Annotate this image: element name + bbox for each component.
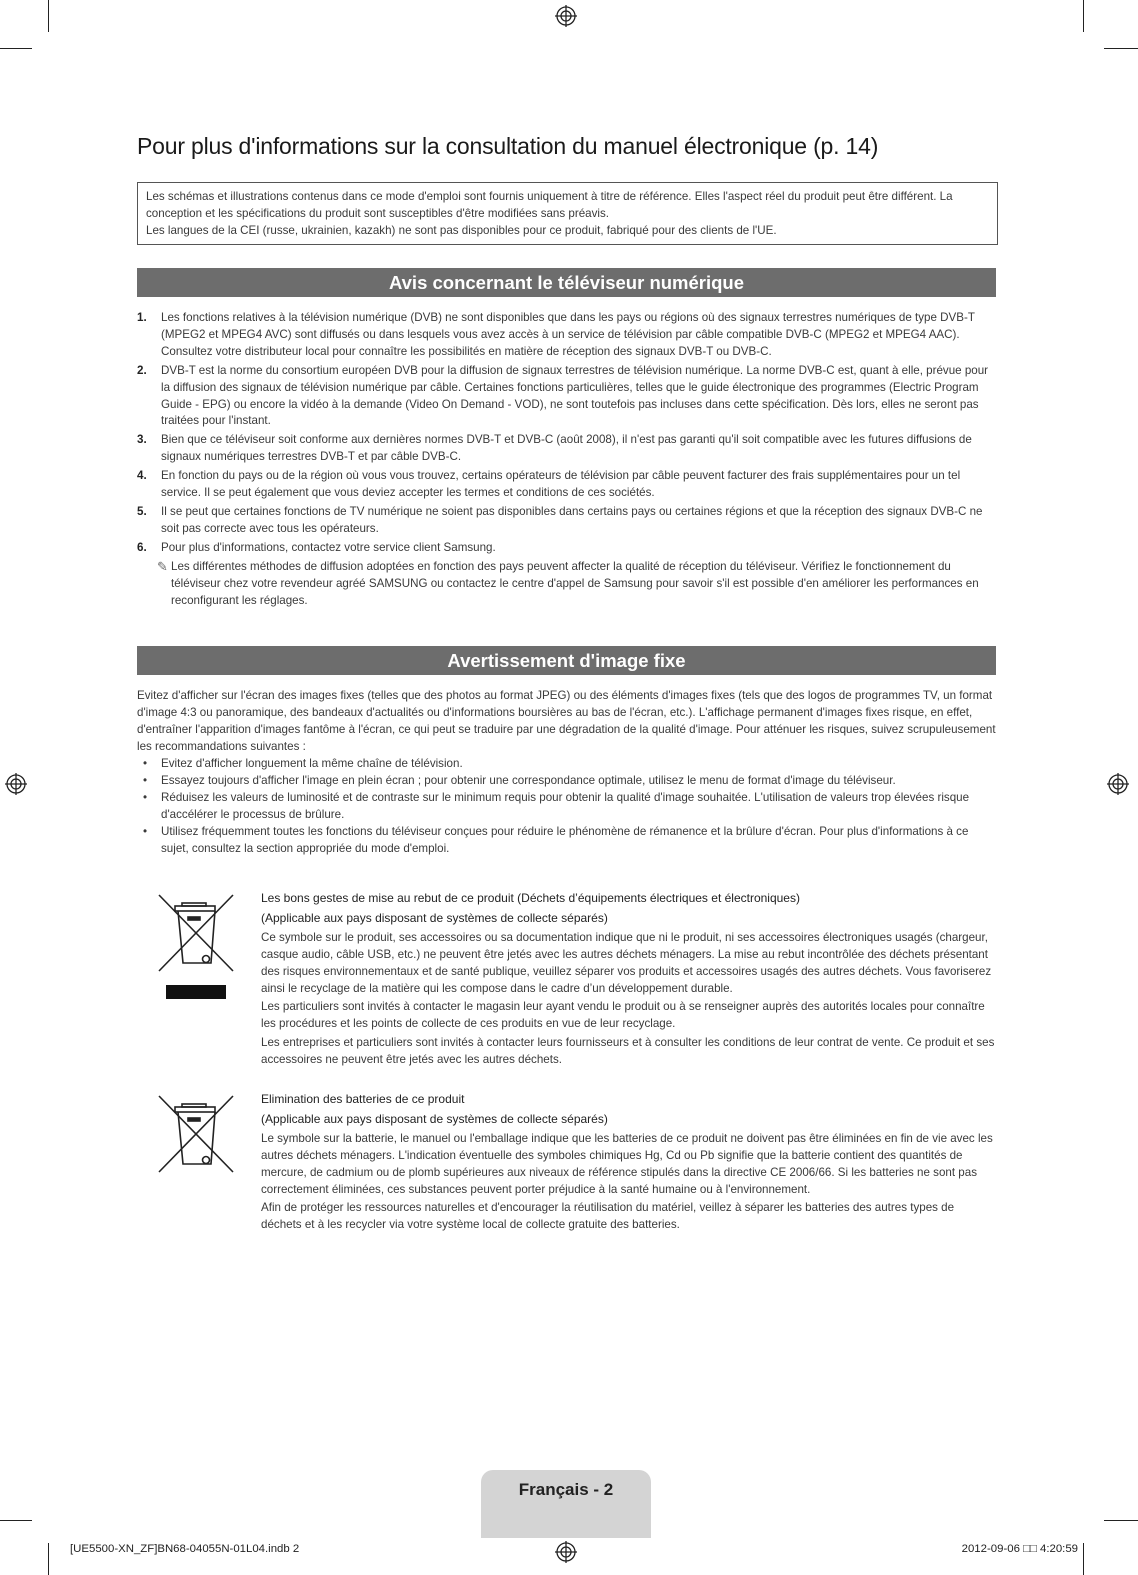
list-item [137,432,997,466]
weee-paragraph: Les particuliers sont invités à contacter le magasin leur ayant vendu le produit ou à se renseigner auprès des autorités locales pour connaître les procédures et les points de collecte de ces produits en vue de leur recyclage. [261,1000,985,1031]
list-item [137,363,997,431]
subnote-text: Les différentes méthodes de diffusion adoptées en fonction des pays peuvent affecter la qualité de réception du téléviseur. Vérifiez le fonctionnement du téléviseur chez votre revendeur agréé SAMSUNG ou contactez le centre d'appel de Samsung pour savoir s'il est possible d'en améliorer les performances en reconfigurant les réglages. [171,559,979,607]
crop-mark [0,48,32,49]
item-text: Les fonctions relatives à la télévision numérique (DVB) ne sont disponibles que dans les pays ou régions où des signaux terrestres numériques de type DVB-T (MPEG2 et MPEG4 AVC) sont diffusés ou dans lesquels vous avez accès à un service de télévision par câble compatible DVB-C (MPEG2 et MPEG4 AAC). Consultez votre distributeur local pour connaître les possibilités en matière de réception des signaux DVB-T ou DVB-C. [161,311,975,358]
crossed-out-wheelie-bin-icon [155,893,237,1003]
list-item [137,310,997,361]
page-title: Pour plus d'informations sur la consultation du manuel électronique (p. 14) [137,133,879,159]
registration-mark-icon [555,1541,577,1563]
item-number: 6. [137,540,147,554]
crop-mark [0,1520,32,1521]
battery-paragraph: Le symbole sur la batterie, le manuel ou l'emballage indique que les batteries de ce produit ne doivent pas être éliminées en fin de vie avec les autres déchets ménagers. L'indication éventuelle des symboles chimiques Hg, Cd ou Pb signifie que la batterie contient des quantités de mercure, de cadmium ou de plomb supérieures aux niveaux de référence stipulés dans la directive CE 2006/66. Si les batteries ne sont pas correctement éliminées, ces substances peuvent porter préjudice à la santé humaine ou à l'environnement. [261,1131,993,1196]
item-text: Réduisez les valeurs de luminosité et de contraste sur le minimum requis pour obtenir la qualité d'image souhaitée. L'utilisation de valeurs trop élevées risque d'accélérer le processus de brûlure. [161,790,970,821]
note-pencil-icon: ✎ [157,558,168,574]
bullet: • [143,757,148,770]
bullet: • [143,790,148,804]
item-text: Utilisez fréquemment toutes les fonctions du téléviseur conçues pour réduire le phénomène de rémanence et la brûlure d'écran. Pour plus d'informations à ce sujet, consultez la section appropriée du mode d'emploi. [161,824,969,855]
disclaimer-text: Les langues de la CEI (russe, ukrainien, kazakh) ne sont pas disponibles pour ce produit, fabriqué pour des clients de l'UE. [146,224,777,237]
crop-mark [1104,48,1138,49]
list-item [137,540,997,610]
print-slug-file: [UE5500-XN_ZF]BN68-04055N-01L04.indb 2 [70,1543,300,1555]
still-image-recommendations [137,756,997,857]
item-text: DVB-T est la norme du consortium européen DVB pour la diffusion de signaux terrestres de télévision numérique. La norme DVB-C est, quant à elle, prévue pour la diffusion des signaux de télévision numérique par câble. Certaines fonctions particulières, telles que le guide électronique des programmes (Electric Program Guide - EPG) ou encore la vidéo à la demande (Video On Demand - VOD), ne sont toutefois pas incluses dans cette spécification. Dès lors, elles ne seront pas traitées pour l'instant. [161,363,989,428]
list-item [137,824,997,858]
weee-paragraph: Ce symbole sur le produit, ses accessoires ou sa documentation indique que ni le produit, ni ses accessoires électroniques usagés (chargeur, casque audio, câble USB, etc.) ne peuvent être jetés avec les autres déchets ménagers. La mise au rebut incontrôlée des déchets présentant des risques environnementaux et de santé publique, veuillez séparer vos produits et accessoires usagés des autres déchets. Vous favoriserez ainsi le recyclage de la matière qui les compose dans le cadre d’un développement durable. [261,930,992,995]
crossed-out-wheelie-bin-icon [155,1094,237,1176]
list-item [137,790,997,824]
item-text: Bien que ce téléviseur soit conforme aux dernières normes DVB-T et DVB-C (août 2008), il n'est pas garanti qu'il soit compatible avec les futures diffusions de signaux numériques terrestres DVB-T et par câble DVB-C. [161,433,972,464]
weee-paragraph: Les entreprises et particuliers sont invités à contacter leurs fournisseurs et à consulter les conditions de leur contrat de vente. Ce produit et ses accessoires ne peuvent être jetés avec les autres déchets. [261,1036,995,1067]
weee-disposal-section [261,890,996,1071]
section-heading-still-image: Avertissement d'image fixe [137,646,996,675]
list-item [137,468,997,502]
item-number: 3. [137,433,147,447]
battery-heading: Elimination des batteries de ce produit [261,1092,465,1106]
page-number-tab: Français - 2 [481,1470,651,1538]
battery-disposal-section [261,1091,996,1236]
registration-mark-icon [5,773,27,795]
crop-mark [48,0,49,32]
list-item [137,756,997,773]
crop-mark [48,1543,49,1575]
list-item [137,773,997,790]
registration-mark-icon [555,5,577,27]
item-text: Essayez toujours d'afficher l'image en plein écran ; pour obtenir une correspondance optimale, utilisez le menu de format d'image du téléviseur. [161,773,896,787]
item-text: Il se peut que certaines fonctions de TV numérique ne soient pas disponibles dans certains pays ou certaines régions et que la réception des signaux DVB-C ne soit pas correcte avec tous les opérateurs. [161,504,983,535]
battery-paragraph: Afin de protéger les ressources naturelles et d'encourager la réutilisation du matériel, veillez à séparer les batteries des autres types de déchets et à les recycler via votre système local de collecte gratuite des batteries. [261,1201,955,1232]
print-slug-timestamp: 2012-09-06 □□ 4:20:59 [961,1543,1078,1555]
still-image-intro: Evitez d'afficher sur l'écran des images fixes (telles que des photos au format JPEG) ou des éléments d'images fixes (tels que des logos de programmes TV, un format d'image 4:3 ou panoramique, des bandeaux d'actualités ou d'informations boursières au bas de l'écran, etc.). L'affichage permanent d'images fixes risque, en effet, d'entraîner l'apparition d'images fantôme à l'écran, ce qui peut se traduire par une dégradation de la qualité d'image. Pour atténuer les risques, suivez scrupuleusement les recommandations suivantes : [137,689,996,753]
item-number: 4. [137,469,147,483]
item-text: Pour plus d'informations, contactez votre service client Samsung. [161,540,496,554]
item-number: 5. [137,504,147,518]
weee-subheading: (Applicable aux pays disposant de systèmes de collecte séparés) [261,910,608,925]
registration-mark-icon [1107,773,1129,795]
crop-mark [1083,1543,1084,1575]
bullet: • [143,773,148,787]
list-item [137,504,997,538]
reception-subnote [137,559,997,610]
item-number: 2. [137,363,147,377]
crop-mark [1104,1520,1138,1521]
digital-tv-notice-list [137,310,997,611]
item-text: Evitez d'afficher longuement la même chaîne de télévision. [161,757,463,770]
battery-subheading: (Applicable aux pays disposant de systèmes de collecte séparés) [261,1111,608,1126]
disclaimer-box [137,182,998,245]
item-text: En fonction du pays ou de la région où vous vous trouvez, certains opérateurs de télévision par câble peuvent facturer des frais supplémentaires pour un tel service. Il se peut également que vous deviez accepter les termes et conditions de ces sociétés. [161,469,961,500]
disclaimer-text: Les schémas et illustrations contenus dans ce mode d'emploi sont fournis uniquement à titre de référence. Elles l'aspect réel du produit peut être différent. La conception et les spécifications du produit sont susceptibles d'être modifiées sans préavis. [146,190,953,220]
weee-heading: Les bons gestes de mise au rebut de ce produit (Déchets d’équipements électriques et électroniques) [261,891,800,905]
item-number: 1. [137,311,147,324]
section-heading-digital-tv: Avis concernant le téléviseur numérique [137,268,996,297]
bullet: • [143,824,148,838]
crop-mark [1083,0,1084,32]
